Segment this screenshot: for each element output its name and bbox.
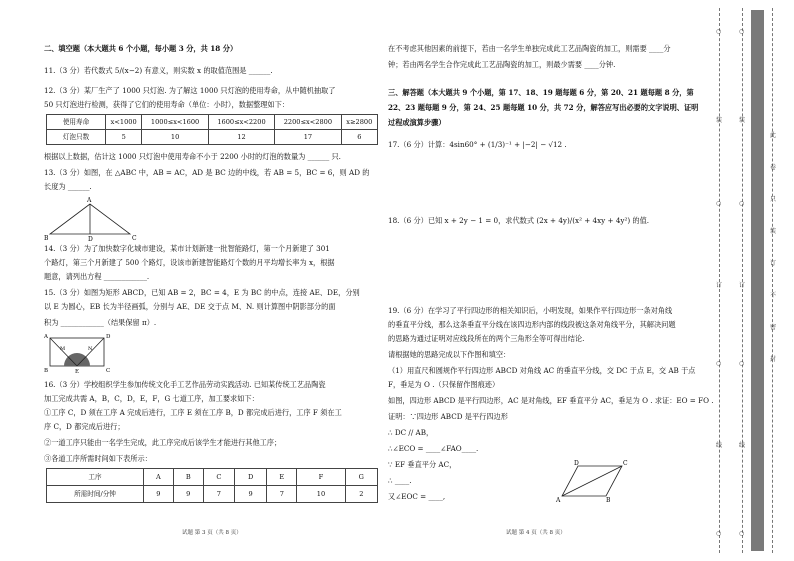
- question-13-line1: 13.（3 分）如图，在 △ABC 中，AB = AC，AD 是 BC 边的中线，若 AB = 5，BC = 6，则 AD 的: [44, 168, 370, 177]
- strip-notice-char: 卷: [770, 164, 777, 171]
- table-cell: 工序: [47, 469, 144, 486]
- proof-line1: 证明：∵四边形 ABCD 是平行四边形: [388, 412, 508, 421]
- table-cell: A: [144, 469, 174, 486]
- lifespan-table: [46, 114, 378, 145]
- strip-marker: 线: [716, 442, 723, 449]
- question-12-line1: 12.（3 分）某厂生产了 1000 只灯泡. 为了解这 1000 只灯泡的使用寿命，从中随机抽取了: [44, 86, 336, 95]
- table-cell: 2200≤x<2800: [275, 115, 341, 130]
- question-14-line1: 14.（3 分）为了加快数字化城市建设，某市计划新建一批智能路灯，第一个月新建了 301: [44, 244, 330, 253]
- table-cell: 1600≤x<2200: [208, 115, 274, 130]
- proof-line5: ∴ ____.: [388, 476, 412, 485]
- proof-line2: ∴ DC // AB，: [388, 428, 434, 437]
- question-16-line3: ①工序 C，D 须在工序 A 完成后进行，工序 E 须在工序 B，D 都完成后进行，工序 F 须在工: [44, 408, 342, 417]
- table-cell: 所需时间/分钟: [47, 486, 144, 503]
- question-12-line3: 根据以上数据，估计这 1000 只灯泡中使用寿命不小于 2200 小时的灯泡的数量为 ______ 只.: [44, 152, 341, 161]
- table-cell: F: [297, 469, 345, 486]
- strip-notice-char: 订: [770, 260, 777, 267]
- section-solve-header-line1: 三、解答题（本大题共 9 个小题，第 17、18、19 题每题 6 分，第 20、21 题每题 8 分，第: [388, 88, 694, 97]
- parallelogram-figure: [556, 460, 630, 504]
- table-cell: 9: [144, 486, 174, 503]
- exam-page-4: [388, 0, 714, 561]
- label-B: B: [606, 497, 611, 504]
- table-cell: B: [173, 469, 203, 486]
- proof-line4: ∵ EF 垂直平分 AC，: [388, 460, 457, 469]
- section-solve-header-line3: 过程或演算步骤）: [388, 118, 446, 127]
- question-19-line3: 的思路为通过证明对应线段所在的两个三角形全等可得出结论.: [388, 334, 585, 343]
- right-dashed-line: [772, 8, 773, 553]
- question-12-line2: 50 只灯泡进行检测，获得了它们的使用寿命（单位：小时），数据整理如下：: [44, 100, 290, 109]
- table-cell: G: [345, 469, 377, 486]
- strip-marker: ○: [716, 360, 722, 367]
- question-16-continued-line1: 在不考虑其他因素的前提下，若由一名学生单独完成此工艺品陶瓷的加工，则需要 ____分: [388, 44, 671, 53]
- label-D: D: [88, 236, 93, 243]
- question-18: 18.（6 分）已知 x + 2y − 1 = 0，求代数式 (2x + 4y)/(x² + 4xy + 4y²) 的值.: [388, 216, 650, 225]
- table-cell: 10: [297, 486, 345, 503]
- question-14-line2: 个路灯，第三个月新建了 500 个路灯，设该市新建智能路灯个数的月平均增长率为 x，根据: [44, 258, 335, 267]
- strip-notice-char: 装: [770, 228, 777, 235]
- section-solve-header-line2: 22、23 题每题 9 分，第 24、25 题每题 10 分，共 72 分，解答应写出必要的文字说明、证明: [388, 103, 699, 112]
- question-19-line6: F，垂足为 O .（只保留作图痕迹）: [388, 380, 500, 389]
- proof-line6: 又∠EOC = ____,: [388, 492, 446, 501]
- question-16-continued-line2: 钟；若由两名学生合作完成此工艺品陶瓷的加工，则最少需要 ____分钟.: [388, 60, 616, 69]
- label-A: A: [87, 197, 92, 204]
- question-19-line1: 19.（6 分）在学习了平行四边形的相关知识后，小明发现，如果作平行四边形一条对角线: [388, 306, 673, 315]
- table-cell: 2: [345, 486, 377, 503]
- table-cell: E: [267, 469, 297, 486]
- table-cell: 1000≤x<1600: [142, 115, 208, 130]
- strip-marker: ○: [739, 360, 745, 367]
- label-C: C: [132, 235, 137, 242]
- section-fill-blank-header: 二、填空题（本大题共 6 个小题，每小题 3 分，共 18 分）: [44, 44, 238, 53]
- label-M: M: [60, 346, 66, 352]
- strip-marker: 订: [716, 282, 723, 289]
- strip-marker: ○: [716, 530, 722, 537]
- triangle-figure: [46, 196, 138, 242]
- question-16-line5: ②一道工序只能由一名学生完成，此工序完成后该学生才能进行其他工序；: [44, 438, 282, 447]
- label-A: A: [44, 334, 48, 340]
- question-11: 11.（3 分）若代数式 5/(x−2) 有意义，则实数 x 的取值范围是 ______.: [44, 66, 273, 75]
- question-15-line1: 15.（3 分）如图为矩形 ABCD，已知 AB = 2，BC = 4，E 为 BC 的中点，连接 AE、DE，分别: [44, 288, 360, 297]
- strip-notice-char: 只: [770, 196, 777, 203]
- table-cell: 9: [234, 486, 266, 503]
- strip-notice-char: 密: [770, 324, 777, 331]
- label-A: A: [556, 497, 561, 504]
- rectangle-figure: [46, 334, 116, 374]
- exam-page-3: [32, 0, 372, 561]
- question-17: 17.（6 分）计算：4sin60° + (1/3)⁻¹ + |−2| − √12 .: [388, 140, 567, 149]
- question-19-line2: 的垂直平分线，那么这条垂直平分线在该四边形内部的线段被这条对角线平分，其解决问题: [388, 320, 676, 329]
- label-N: N: [88, 346, 93, 352]
- binding-strip: [712, 0, 794, 561]
- table-row: [47, 486, 378, 503]
- page-footer-4: 试题 第 4 页（共 8 页）: [506, 530, 566, 536]
- question-13-line2: 长度为 ______.: [44, 182, 92, 191]
- strip-marker: 装: [716, 117, 723, 124]
- binding-bar: [751, 10, 764, 551]
- strip-marker: ○: [739, 530, 745, 537]
- strip-marker: ○: [739, 200, 745, 207]
- process-time-table: [46, 468, 378, 503]
- strip-marker: ○: [716, 200, 722, 207]
- question-16-line2: 加工完成共需 A，B，C，D，E，F，G 七道工序，加工要求如下：: [44, 394, 259, 403]
- table-cell: x<1000: [106, 115, 142, 130]
- table-cell: 7: [267, 486, 297, 503]
- label-C: C: [623, 460, 628, 467]
- table-row: [47, 130, 378, 145]
- label-E: E: [75, 369, 80, 375]
- question-16-line1: 16.（3 分）学校组织学生参加传统文化手工艺作品劳动实践活动. 已知某传统工艺品陶瓷: [44, 380, 326, 389]
- table-row: [47, 115, 378, 130]
- table-cell: 12: [208, 130, 274, 145]
- strip-marker: ○: [716, 28, 722, 35]
- table-cell: 灯泡只数: [47, 130, 106, 145]
- strip-marker: 订: [739, 282, 746, 289]
- label-C: C: [106, 368, 111, 374]
- label-D: D: [574, 460, 579, 467]
- strip-marker: 线: [739, 442, 746, 449]
- question-19-line4: 请根据她的思路完成以下作图和填空：: [388, 350, 511, 359]
- label-B: B: [44, 235, 49, 242]
- table-cell: C: [203, 469, 234, 486]
- strip-notice-char: 封: [770, 356, 777, 363]
- table-cell: 9: [173, 486, 203, 503]
- table-cell: 6: [341, 130, 377, 145]
- question-16-line6: ③各道工序所需时间如下表所示：: [44, 454, 152, 463]
- table-cell: 10: [142, 130, 208, 145]
- question-14-line3: 题意，请列出方程 ____________.: [44, 272, 150, 281]
- table-cell: 5: [106, 130, 142, 145]
- strip-marker: ○: [739, 28, 745, 35]
- strip-notice-char: 不: [770, 292, 777, 299]
- label-B: B: [44, 368, 49, 374]
- proof-line3: ∴∠ECO = ____∠FAO____.: [388, 444, 479, 453]
- table-cell: D: [234, 469, 266, 486]
- table-cell: 使用寿命: [47, 115, 106, 130]
- table-row: [47, 469, 378, 486]
- strip-marker: 装: [739, 117, 746, 124]
- page-footer-3: 试题 第 3 页（共 8 页）: [182, 530, 242, 536]
- question-15-line2: 以 E 为圆心，EB 长为半径画弧，分别与 AE、DE 交于点 M、N. 则计算图中阴影部分的面: [44, 302, 336, 311]
- table-cell: 7: [203, 486, 234, 503]
- question-19-line5: （1）用直尺和圆规作平行四边形 ABCD 对角线 AC 的垂直平分线，交 DC 于点 E，交 AB 于点: [388, 366, 696, 375]
- question-15-line3: 积为 ____________（结果保留 π）.: [44, 318, 157, 327]
- table-cell: 17: [275, 130, 341, 145]
- table-cell: x≥2800: [341, 115, 377, 130]
- question-19-line7: 如图，四边形 ABCD 是平行四边形，AC 是对角线，EF 垂直平分 AC，垂足为 O . 求证：EO = FO .: [388, 396, 714, 405]
- question-16-line4: 序 C，D 都完成后进行；: [44, 422, 125, 431]
- label-D: D: [106, 334, 111, 340]
- strip-notice-char: 此: [770, 132, 777, 139]
